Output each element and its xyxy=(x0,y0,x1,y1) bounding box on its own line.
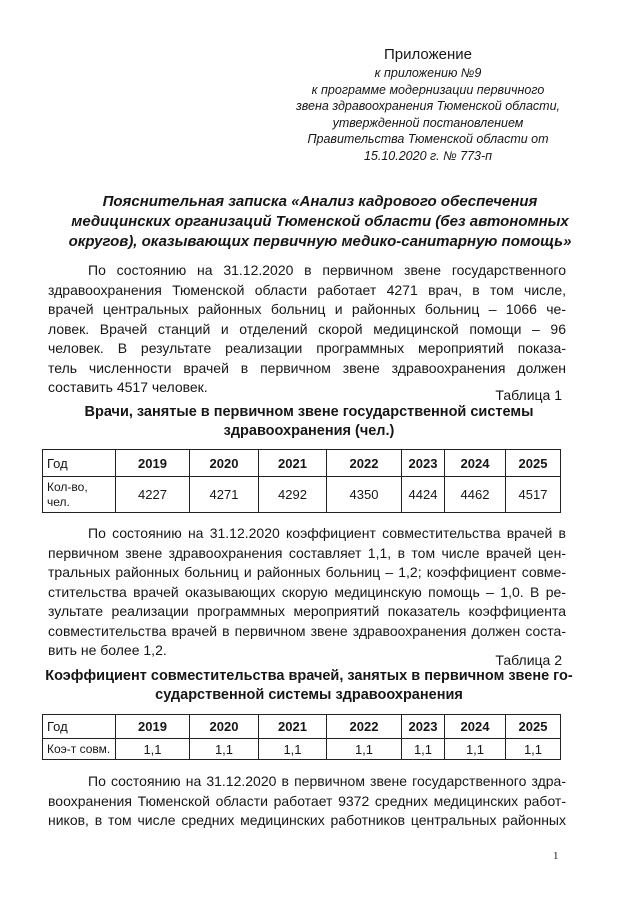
paragraph-nurses-count xyxy=(48,772,566,831)
table1-row-label-line: чел. xyxy=(47,494,70,509)
table1-title xyxy=(44,403,574,441)
table2-year-cell: 2022 xyxy=(327,715,402,739)
table2-year-cell: 2024 xyxy=(445,715,506,739)
table2-year-cell: 2021 xyxy=(259,715,327,739)
paragraph-line: По состоянию на 31.12.2020 коэффициент совместительства врачей в xyxy=(88,525,566,541)
table1-doctors xyxy=(42,449,561,513)
table1-value-cell: 4227 xyxy=(116,477,190,513)
table1-year-cell: 2020 xyxy=(190,450,259,477)
table2-value-cell: 1,1 xyxy=(402,739,445,760)
paragraph-line: первичном звене здравоохранения составляет 1,1, в том числе врачей цен- xyxy=(48,544,566,561)
paragraph-line: совместительства врачей в первичном звене здравоохранения должен соста- xyxy=(48,622,566,639)
appendix-line: 15.10.2020 г. № 773-п xyxy=(363,148,493,163)
paragraph-line: ников, в том числе средних медицинских работников центральных районных xyxy=(48,812,566,828)
paragraph-line: человек. В результате реализации программных мероприятий показа- xyxy=(48,340,566,356)
paragraph-line: тель численности врачей в первичном звене здравоохранения должен xyxy=(48,359,566,376)
table1-value-cell: 4462 xyxy=(445,477,506,513)
note-title-line: медицинских организаций Тюменской области (без автономных xyxy=(71,213,569,230)
paragraph-line: врачей центральных районных больниц и районных больниц – 1066 че- xyxy=(48,301,566,317)
page-number: 1 xyxy=(553,850,559,862)
table2-value-cell: 1,1 xyxy=(259,739,327,760)
table2-title xyxy=(44,667,574,705)
appendix-line: к программе модернизации первичного xyxy=(311,82,545,97)
table1-title-line: Врачи, занятые в первичном звене государственной системы xyxy=(84,404,534,420)
table1-row-label xyxy=(43,477,116,513)
table1-title-line: здравоохранения (чел.) xyxy=(223,423,395,439)
table1-row-label-line: Кол-во, xyxy=(47,479,88,494)
table2-value-row xyxy=(43,739,561,760)
paragraph-line: зультате реализации программных мероприятий показатель коэффициента xyxy=(48,603,566,619)
table2-value-cell: 1,1 xyxy=(445,739,506,760)
table2-value-cell: 1,1 xyxy=(506,739,561,760)
table2-year-cell: 2019 xyxy=(116,715,190,739)
table1-year-cell: 2022 xyxy=(327,450,402,477)
table2-row-label: Коэ-т совм. xyxy=(43,739,116,760)
table1-value-cell: 4271 xyxy=(190,477,259,513)
table2-header-label: Год xyxy=(43,715,116,739)
table1-caption: Таблица 1 xyxy=(495,387,562,403)
paragraph-line: ловек. Врачей станций и отделений скорой медицинской помощи – 96 xyxy=(48,320,566,337)
table1-value-cell: 4292 xyxy=(259,477,327,513)
table2-value-cell: 1,1 xyxy=(327,739,402,760)
table1-header-label: Год xyxy=(43,450,116,477)
table2-year-cell: 2020 xyxy=(190,715,259,739)
paragraph-line: По состоянию на 31.12.2020 в первичном звене государственного xyxy=(88,262,566,278)
table1-header-row xyxy=(43,450,561,477)
table1-year-cell: 2021 xyxy=(259,450,327,477)
appendix-line: утвержденной постановлением xyxy=(332,115,524,130)
table2-title-line: сударственной системы здравоохранения xyxy=(155,687,463,703)
table1-year-cell: 2025 xyxy=(506,450,561,477)
table2-title-line: Коэффициент совместительства врачей, занятых в первичном звене го- xyxy=(45,668,573,684)
paragraph-part-time-coefficient xyxy=(48,524,566,661)
table2-value-cell: 1,1 xyxy=(116,739,190,760)
table2-caption: Таблица 2 xyxy=(495,652,562,668)
table2-year-cell: 2023 xyxy=(402,715,445,739)
appendix-line: к приложению №9 xyxy=(374,66,482,80)
paragraph-line: здравоохранения Тюменской области работает 4271 врач, в том числе, xyxy=(48,281,566,298)
table2-year-cell: 2025 xyxy=(506,715,561,739)
appendix-title: Приложение xyxy=(384,46,472,63)
table1-year-cell: 2023 xyxy=(402,450,445,477)
table1-year-cell: 2024 xyxy=(445,450,506,477)
table1-value-cell: 4424 xyxy=(402,477,445,513)
paragraph-line: тральных районных больниц и районных больниц – 1,2; коэффициент совме- xyxy=(48,564,566,580)
table1-value-cell: 4517 xyxy=(506,477,561,513)
explanatory-note-title xyxy=(40,192,600,252)
paragraph-doctors-count xyxy=(48,261,566,398)
paragraph-line: вить не более 1,2. xyxy=(48,642,167,658)
table1-value-row xyxy=(43,477,561,513)
appendix-header xyxy=(292,45,564,164)
paragraph-line: составить 4517 человек. xyxy=(48,379,208,395)
table2-value-cell: 1,1 xyxy=(190,739,259,760)
note-title-line: Пояснительная записка «Анализ кадрового обеспечения xyxy=(102,193,538,210)
paragraph-line: стительства врачей оказывающих скорую медицинскую помощь – 1,0. В ре- xyxy=(48,583,566,600)
paragraph-line: воохранения Тюменской области работает 9372 средних медицинских работ- xyxy=(48,792,566,809)
appendix-line: звена здравоохранения Тюменской области, xyxy=(296,99,560,113)
note-title-line: округов), оказывающих первичную медико-санитарную помощь» xyxy=(68,233,572,250)
table1-year-cell: 2019 xyxy=(116,450,190,477)
table2-coefficient xyxy=(42,714,561,760)
appendix-line: Правительства Тюменской области от xyxy=(307,132,549,146)
table2-header-row xyxy=(43,715,561,739)
paragraph-line: По состоянию на 31.12.2020 в первичном звене государственного здра- xyxy=(88,773,566,789)
table1-value-cell: 4350 xyxy=(327,477,402,513)
